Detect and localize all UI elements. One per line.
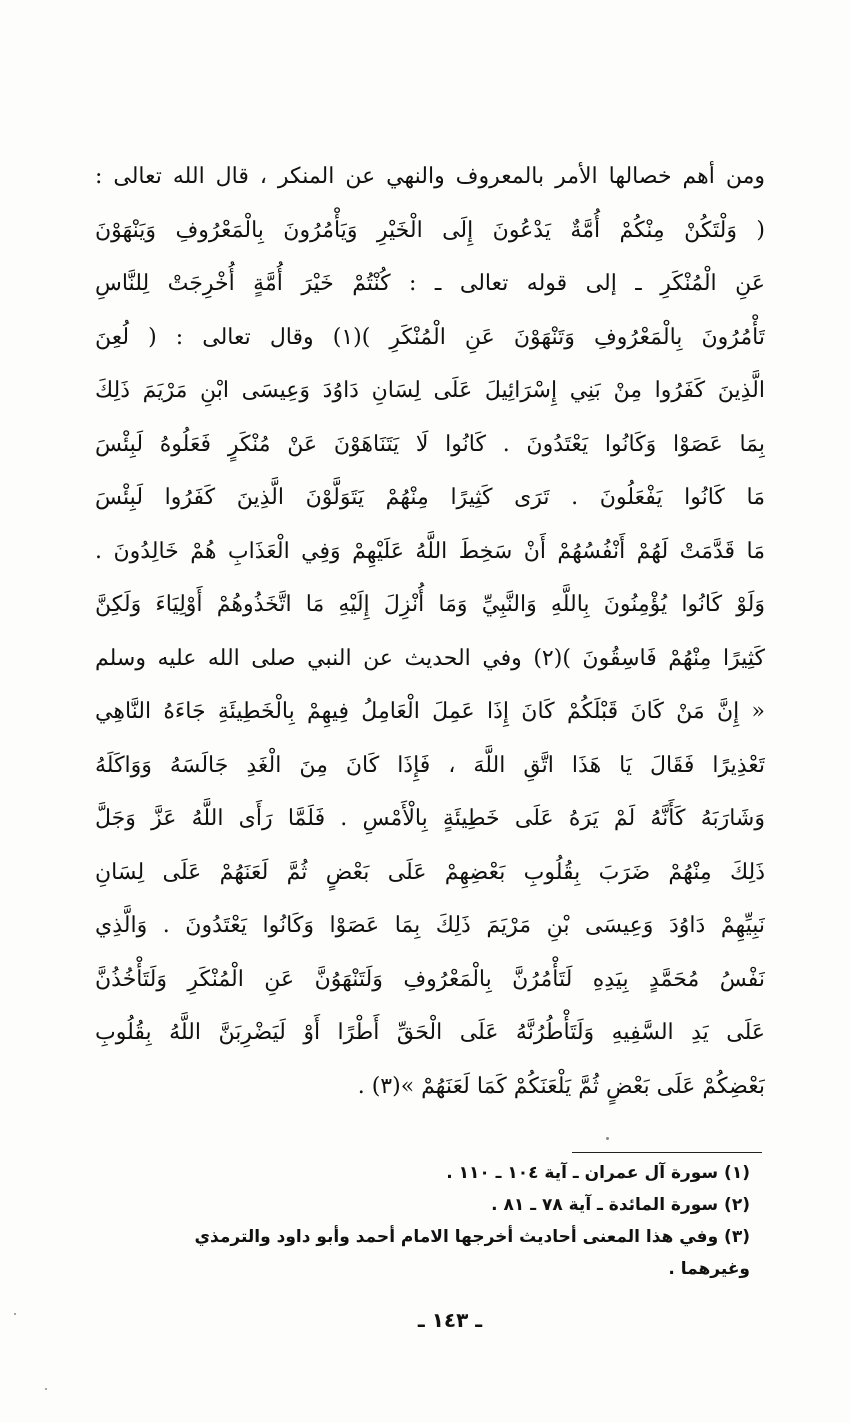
page-number: ـ ١٤٣ ـ — [417, 1308, 483, 1332]
text-line: وَلَوْ كَانُوا يُؤْمِنُونَ بِاللَّهِ وَالنَّبِيِّ وَمَا أُنْزِلَ إِلَيْهِ مَا اتَّخَذُوهُمْ أَوْلِيَاءَ وَلَكِنَّ — [95, 592, 765, 617]
text-line: تَعْذِيرًا فَقَالَ يَا هَذَا اتَّقِ اللَّهَ ، فَإِذَا كَانَ مِنَ الْغَدِ جَالَسَهُ وَوَاكَلَهُ — [95, 752, 765, 778]
text-line: بَعْضِكُمْ عَلَى بَعْضٍ ثُمَّ يَلْعَنَكُمْ كَمَا لَعَنَهُمْ »(٣) . — [357, 1073, 765, 1099]
footnote-separator — [572, 1152, 762, 1153]
footnotes — [130, 1157, 750, 1285]
footnote-3: (٣) وفي هذا المعنى أحاديث أخرجها الامام أحمد وأبو داود والترمذي — [194, 1227, 750, 1247]
text-line: تَأْمُرُونَ بِالْمَعْرُوفِ وَتَنْهَوْنَ عَنِ الْمُنْكَرِ )(١) وقال تعالى : ( لُعِنَ — [95, 324, 765, 350]
scan-speck — [14, 1313, 16, 1315]
text-line: مَا كَانُوا يَفْعَلُونَ . تَرَى كَثِيرًا مِنْهُمْ يَتَوَلَّوْنَ الَّذِينَ كَفَرُوا لَبِئْسَ — [95, 485, 765, 510]
text-line: كَثِيرًا مِنْهُمْ فَاسِقُونَ )(٢) وفي الحديث عن النبي صلى الله عليه وسلم — [95, 645, 765, 671]
text-line: « إِنَّ مَنْ كَانَ قَبْلَكُمْ كَانَ إِذَا عَمِلَ الْعَامِلُ فِيهِمْ بِالْخَطِيئَةِ جَاءَهُ النَّاهِي — [95, 699, 765, 724]
footnote-2: (٢) سورة المائدة ـ آية ٧٨ ـ ٨١ . — [491, 1195, 750, 1215]
text-line: ومن أهم خصالها الأمر بالمعروف والنهي عن المنكر ، قال الله تعالى : — [95, 164, 765, 189]
scan-speck — [606, 1137, 609, 1140]
scan-speck — [45, 1388, 47, 1390]
text-line: ( وَلْتَكُنْ مِنْكُمْ أُمَّةٌ يَدْعُونَ إِلَى الْخَيْرِ وَيَأْمُرُونَ بِالْمَعْرُوفِ وَيَنْهَوْنَ — [95, 217, 765, 243]
text-line: نَفْسُ مُحَمَّدٍ بِيَدِهِ لَتَأْمُرُنَّ بِالْمَعْرُوفِ وَلَتَنْهَوُنَّ عَنِ الْمُنْكَرِ وَلَتَأْخُذُنَّ — [95, 966, 765, 992]
footnote-1: (١) سورة آل عمران ـ آية ١٠٤ ـ ١١٠ . — [446, 1163, 750, 1183]
text-line: وَشَارَبَهُ كَأَنَّهُ لَمْ يَرَهُ عَلَى خَطِيئَةٍ بِالْأَمْسِ . فَلَمَّا رَأَى اللَّهُ عَزَّ وَجَلَّ — [95, 806, 765, 831]
text-line: مَا قَدَّمَتْ لَهُمْ أَنْفُسُهُمْ أَنْ سَخِطَ اللَّهُ عَلَيْهِمْ وَفِي الْعَذَابِ هُمْ خَالِدُونَ . — [95, 538, 765, 564]
footnote-3-continuation: وغيرهما . — [668, 1259, 750, 1279]
text-line: عَلَى يَدِ السَّفِيهِ وَلَتَأْطُرُنَّهُ عَلَى الْحَقِّ أَطْرًا أَوْ لَيَضْرِبَنَّ اللَّهُ بِقُلُوبِ — [95, 1020, 765, 1045]
text-line: بِمَا عَصَوْا وَكَانُوا يَعْتَدُونَ . كَانُوا لَا يَتَنَاهَوْنَ عَنْ مُنْكَرٍ فَعَلُوهُ لَبِئْسَ — [95, 431, 765, 457]
text-line: ذَلِكَ مِنْهُمْ ضَرَبَ بِقُلُوبِ بَعْضِهِمْ عَلَى بَعْضٍ ثُمَّ لَعَنَهُمْ عَلَى لِسَانِ — [95, 859, 765, 885]
main-text — [95, 150, 765, 1113]
text-line: الَّذِينَ كَفَرُوا مِنْ بَنِي إِسْرَائِيلَ عَلَى لِسَانِ دَاوُدَ وَعِيسَى ابْنِ مَرْيَمَ ذَلِكَ — [95, 378, 765, 403]
text-line: عَنِ الْمُنْكَرِ ـ إلى قوله تعالى ـ : كُنْتُمْ خَيْرَ أُمَّةٍ أُخْرِجَتْ لِلنَّاسِ — [95, 271, 765, 296]
text-line: نَبِيِّهِمْ دَاوُدَ وَعِيسَى بْنِ مَرْيَمَ ذَلِكَ بِمَا عَصَوْا وَكَانُوا يَعْتَدُونَ . وَالَّذِي — [95, 913, 765, 938]
